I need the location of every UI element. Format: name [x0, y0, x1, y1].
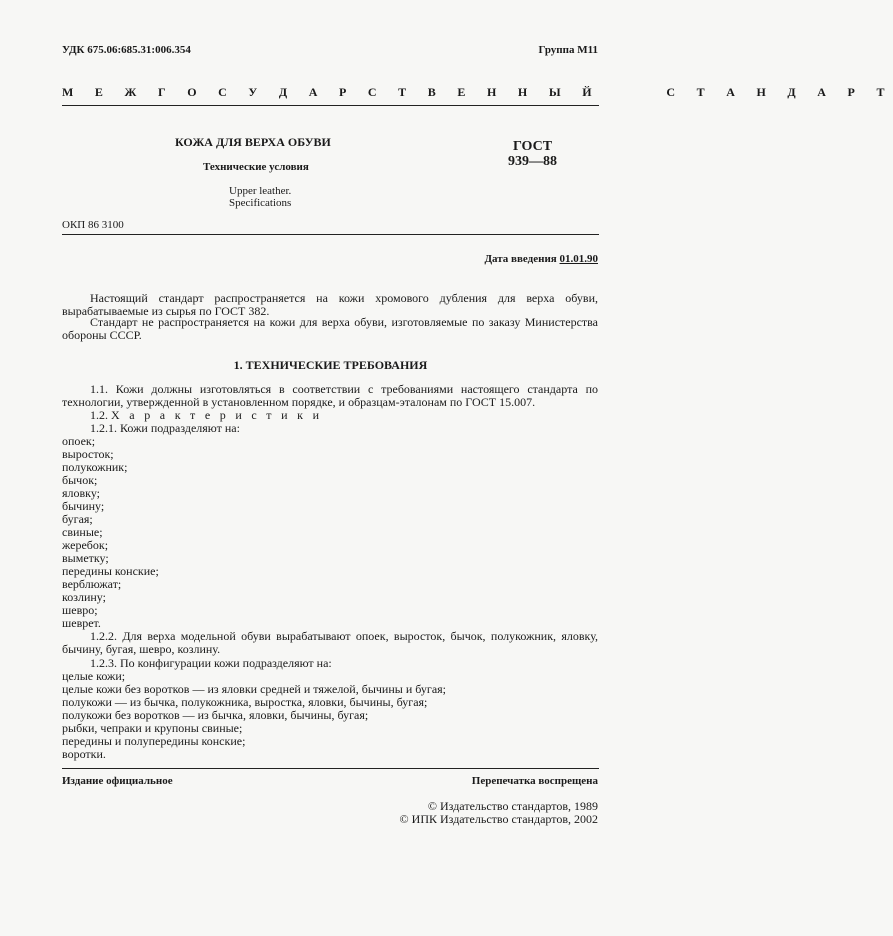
copyright-1989: © Издательство стандартов, 1989 — [427, 799, 598, 813]
preamble-paragraph-2: Стандарт не распространяется на кожи для верха обуви, изготовляемые по заказу Министерства обороны СССР. — [62, 315, 598, 342]
list-item: свиные; — [62, 525, 103, 539]
list-item: козлину; — [62, 590, 106, 604]
reprint-notice: Перепечатка воспрещена — [471, 775, 598, 787]
english-title-line1: Upper leather. — [229, 185, 292, 197]
intro-date-value: 01.01.90 — [559, 253, 598, 265]
list-item: яловку; — [62, 486, 101, 500]
clause-1-2-number: 1.2. — [90, 408, 108, 422]
clause-1-2-title: Характеристики — [111, 408, 329, 422]
list-item: полукожник; — [62, 460, 128, 474]
clause-1-2-3: 1.2.3. По конфигурации кожи подразделяют на: — [90, 656, 332, 670]
list-item: бугая; — [62, 512, 93, 526]
list-item: выметку; — [62, 551, 109, 565]
official-edition: Издание официальное — [62, 775, 173, 787]
list-item: полукожи — из бычка, полукожника, выростка, яловки, бычины, бугая; — [62, 695, 428, 709]
list-item: выросток; — [62, 447, 114, 461]
intro-date-label: Дата введения — [484, 253, 557, 265]
list-item: опоек; — [62, 434, 96, 448]
list-item: целые кожи; — [62, 669, 126, 683]
copyright-2002: © ИПК Издательство стандартов, 2002 — [399, 812, 598, 826]
doc-title: КОЖА ДЛЯ ВЕРХА ОБУВИ — [175, 135, 331, 149]
footer-rule — [62, 768, 599, 769]
list-item: полукожи без воротков — из бычка, яловки, бычины, бугая; — [62, 708, 369, 722]
list-item: бычок; — [62, 473, 98, 487]
okp-code: ОКП 86 3100 — [62, 219, 124, 231]
list-item: шеврет. — [62, 616, 101, 630]
list-item: воротки. — [62, 747, 106, 761]
list-item: передины и полупередины конские; — [62, 734, 246, 748]
clause-1-2-1: 1.2.1. Кожи подразделяют на: — [90, 421, 240, 435]
list-item: жеребок; — [62, 538, 109, 552]
clause-1-2-2: 1.2.2. Для верха модельной обуви вырабатывают опоек, выросток, бычок, полукожник, яловку, бычину, бугая, шевро, козлину. — [62, 629, 598, 656]
list-item: передины конские; — [62, 564, 159, 578]
list-item: шевро; — [62, 603, 98, 617]
list-item: верблюжат; — [62, 577, 122, 591]
udk-code: УДК 675.06:685.31:006.354 — [62, 44, 191, 56]
gost-number: 939—88 — [508, 154, 557, 169]
gost-label: ГОСТ — [513, 139, 553, 154]
preamble-paragraph-1: Настоящий стандарт распространяется на кожи хромового дубления для верха обуви, вырабатываемые из сырья по ГОСТ 382. — [62, 291, 598, 318]
clause-1-1: 1.1. Кожи должны изготовляться в соответствии с требованиями настоящего стандарта по технологии, утвержденной в установленном порядке, и образцам-эталонам по ГОСТ 15.007. — [62, 382, 598, 409]
english-title-line2: Specifications — [229, 197, 292, 209]
section-1-heading: 1. ТЕХНИЧЕСКИЕ ТРЕБОВАНИЯ — [233, 358, 428, 372]
introduction-date — [484, 253, 598, 265]
standard-banner: М Е Ж Г О С У Д А Р С Т В Е Н Н Ы Й С Т А Н Д А Р Т — [62, 85, 893, 99]
list-item: целые кожи без воротков — из яловки средней и тяжелой, бычины и бугая; — [62, 682, 447, 696]
list-item: бычину; — [62, 499, 105, 513]
title-rule — [62, 234, 599, 235]
banner-rule — [62, 105, 599, 106]
group-code: Группа М11 — [538, 44, 598, 56]
doc-subtitle: Технические условия — [203, 161, 309, 173]
list-item: рыбки, чепраки и крупоны свиные; — [62, 721, 243, 735]
